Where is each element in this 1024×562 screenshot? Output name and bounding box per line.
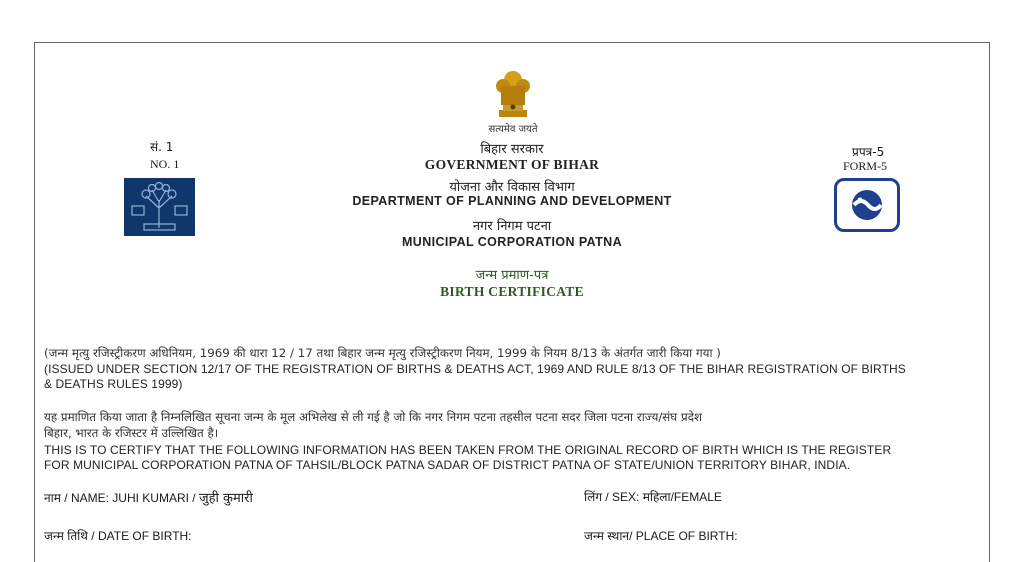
- certificate-title-hindi: जन्म प्रमाण-पत्र: [475, 268, 549, 283]
- form-number: FORM-5: [843, 159, 888, 173]
- state-name-hindi: बिहार सरकार: [480, 142, 544, 157]
- issued-under-hindi: (जन्म मृत्यु रजिस्ट्रीकरण अधिनियम, 1969 की धारा 12 / 17 तथा बिहार जन्म मृत्यु रजिस्ट्रीकरण नियम, 1999 के नियम 8/13 के अंतर्गत जारी किया गया ): [44, 346, 721, 360]
- certify-hindi-line-2: बिहार, भारत के रजिस्टर में उल्लिखित है।: [44, 426, 219, 440]
- corporation-name: MUNICIPAL CORPORATION PATNA: [401, 235, 623, 249]
- name-field: [44, 488, 253, 506]
- certificate-page: [34, 42, 990, 562]
- name-label: नाम / NAME:: [44, 491, 113, 505]
- pob-field: जन्म स्थान/ PLACE OF BIRTH:: [584, 529, 738, 543]
- certificate-title: BIRTH CERTIFICATE: [440, 284, 584, 299]
- national-emblem-icon: [493, 66, 533, 120]
- certificate-number-hindi: सं. 1: [150, 140, 174, 154]
- sex-label: लिंग / SEX:: [584, 490, 643, 504]
- department-logo-icon: [124, 178, 195, 236]
- department-name: DEPARTMENT OF PLANNING AND DEVELOPMENT: [352, 194, 672, 208]
- corporation-name-hindi: नगर निगम पटना: [472, 219, 552, 234]
- certify-line-2: FOR MUNICIPAL CORPORATION PATNA OF TAHSIL/BLOCK PATNA SADAR OF DISTRICT PATNA OF STATE/UNION TERRITORY BIHAR, INDIA.: [44, 458, 851, 472]
- form-number-hindi: प्रपत्र-5: [852, 145, 885, 159]
- dob-field: जन्म तिथि / DATE OF BIRTH:: [44, 529, 192, 543]
- sex-value: महिला/FEMALE: [642, 490, 722, 504]
- department-name-hindi: योजना और विकास विभाग: [449, 180, 575, 195]
- emblem-motto: सत्यमेव जयते: [488, 124, 538, 135]
- registration-logo-icon: [834, 178, 900, 232]
- name-value: JUHI KUMARI /: [112, 491, 199, 505]
- certify-line-1: THIS IS TO CERTIFY THAT THE FOLLOWING INFORMATION HAS BEEN TAKEN FROM THE ORIGINAL RECORD OF BIRTH WHICH IS THE REGISTER: [44, 443, 892, 457]
- state-name: GOVERNMENT OF BIHAR: [424, 157, 600, 172]
- sex-field: [584, 488, 722, 505]
- certify-hindi-line-1: यह प्रमाणित किया जाता है निम्नलिखित सूचना जन्म के मूल अभिलेख से ली गई है जो कि नगर निगम पटना तहसील पटना सदर जिला पटना राज्य/संघ प्रदेश: [44, 410, 703, 424]
- name-value-hindi: जुही कुमारी: [198, 491, 253, 506]
- certificate-number: NO. 1: [150, 157, 180, 171]
- issued-under-line-2: & DEATHS RULES 1999): [44, 377, 183, 391]
- issued-under-line-1: (ISSUED UNDER SECTION 12/17 OF THE REGISTRATION OF BIRTHS & DEATHS ACT, 1969 AND RULE 8/13 OF THE BIHAR REGISTRATION OF BIRTHS: [44, 362, 906, 376]
